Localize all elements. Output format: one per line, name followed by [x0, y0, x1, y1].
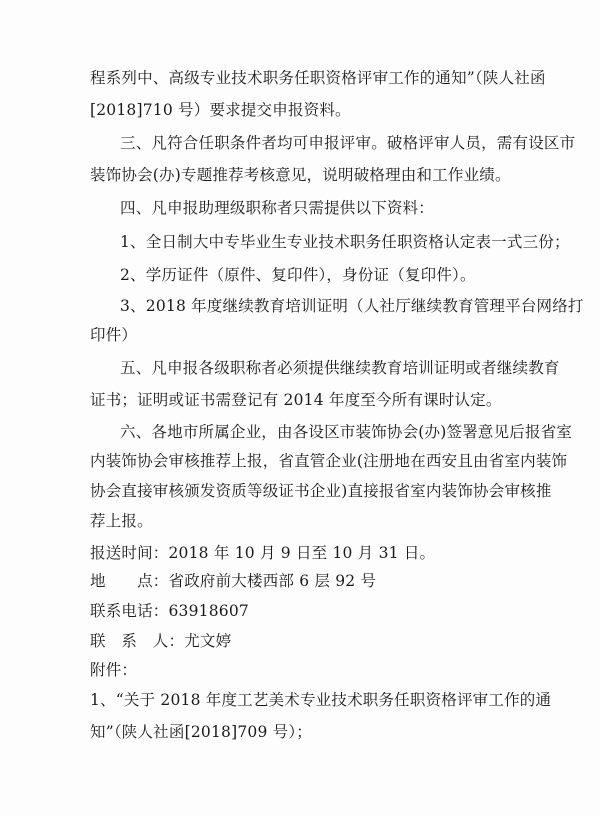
text-line: 内装饰协会审核推荐上报，省直管企业(注册地在西安且由省室内装饰: [90, 452, 568, 470]
text-line: 四、凡申报助理级职称者只需提供以下资料：: [120, 199, 435, 217]
text-line: 地 点：省政府前大楼西部 6 层 92 号: [90, 572, 377, 590]
text-line: 知”（陕人社函[2018]709 号）；: [90, 723, 312, 741]
text-line: 印件）: [90, 326, 138, 344]
text-line: 附件：: [90, 661, 138, 679]
text-line: 1、全日制大中专毕业生专业技术职务任职资格认定表一式三份；: [120, 233, 570, 251]
text-line: 1、“关于 2018 年度工艺美术专业技术职务任职资格评审工作的通: [90, 691, 552, 709]
text-line: [2018]710 号）要求提交申报资料。: [90, 101, 351, 119]
text-line: 六、各地市所属企业，由各设区市装饰协会(办)签署意见后报省室: [120, 423, 573, 441]
text-line: 五、凡申报各级职称者必须提供继续教育培训证明或者继续教育: [120, 359, 560, 377]
text-line: 装饰协会(办)专题推荐考核意见，说明破格理由和工作业绩。: [90, 166, 511, 184]
text-line: 3、2018 年度继续教育培训证明（人社厅继续教育管理平台网络打: [120, 297, 584, 315]
text-line: 报送时间：2018 年 10 月 9 日至 10 月 31 日。: [90, 544, 436, 562]
text-line: 三、凡符合任职条件者均可申报评审。破格评审人员，需有设区市: [120, 134, 576, 152]
text-line: 证书；证明或证书需登记有 2014 年度至今所有课时认定。: [90, 391, 502, 409]
text-line: 荐上报。: [90, 512, 153, 530]
text-line: 2、学历证件（原件、复印件），身份证（复印件）。: [120, 266, 476, 284]
text-line: 程系列中、高级专业技术职务任职资格评审工作的通知”（陕人社函: [90, 69, 546, 87]
text-line: 联 系 人：尤文婷: [90, 632, 232, 650]
text-line: 协会直接审核颁发资质等级证书企业)直接报省室内装饰协会审核推: [90, 482, 552, 500]
text-line: 联系电话：63918607: [90, 602, 249, 620]
